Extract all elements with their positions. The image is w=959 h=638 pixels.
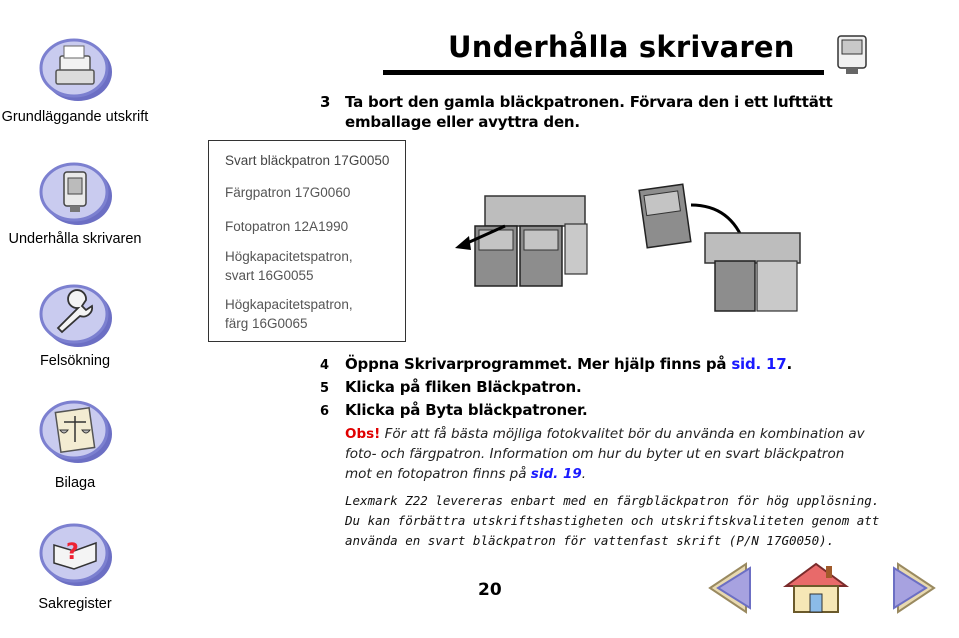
step-number: 6 [320, 404, 329, 419]
sidebar-item-maintain-printer[interactable] [0, 150, 150, 270]
page-link[interactable]: sid. 19 [530, 466, 582, 482]
sidebar-item-label: Felsökning [39, 353, 111, 369]
cartridge-hc-black-line1: Högkapacitetspatron, [225, 249, 353, 264]
step-6-text: Klicka på Byta bläckpatroner. [345, 401, 588, 419]
cartridge-list-box [208, 140, 406, 342]
footnote-line-2: Du kan förbättra utskriftshastigheten och utskriftskvaliteten genom att [345, 513, 880, 528]
step-5-text: Klicka på fliken Bläckpatron. [345, 378, 582, 396]
cartridge-color: Färgpatron 17G0060 [225, 185, 351, 200]
sidebar-item-basic-printing[interactable] [0, 30, 150, 150]
sidebar-item-label: Bilaga [54, 475, 96, 491]
sidebar [0, 0, 150, 638]
step-4-label: Öppna Skrivarprogrammet. Mer hjälp finns på [345, 355, 732, 373]
note-end: . [581, 466, 587, 482]
wrench-icon [36, 280, 114, 350]
page-link[interactable]: sid. 17 [731, 355, 787, 373]
insert-cartridge-illustration [635, 175, 805, 315]
title-rule [383, 70, 824, 75]
printer-icon [36, 34, 114, 104]
cartridge-hc-color-line1: Högkapacitetspatron, [225, 297, 353, 312]
next-page-icon[interactable] [880, 560, 938, 616]
note-line-3 [345, 464, 586, 484]
sidebar-item-label: Underhålla skrivaren [8, 231, 142, 247]
cartridge-black: Svart bläckpatron 17G0050 [225, 153, 390, 168]
footnote-line-1: Lexmark Z22 levereras enbart med en färgbläckpatron för hög upplösning. [345, 493, 880, 508]
ink-cartridge-icon [832, 30, 872, 78]
sidebar-item-appendix[interactable] [0, 388, 150, 498]
step-3-text-line2: emballage eller avyttra den. [345, 113, 580, 131]
step-number: 4 [320, 358, 329, 373]
help-book-icon [36, 519, 114, 589]
note-label: Obs! [345, 426, 381, 442]
footnote-line-3: använda en svart bläckpatron för vattenfast skrift (P/N 17G0050). [345, 533, 835, 548]
home-icon[interactable] [780, 560, 852, 616]
cartridge-hc-color-line2: färg 16G0065 [225, 316, 308, 331]
sidebar-item-label: Sakregister [38, 596, 112, 612]
sidebar-item-troubleshooting[interactable] [0, 278, 150, 378]
page-number: 20 [478, 580, 502, 600]
note-line-2: foto- och färgpatron. Information om hur du byter ut en svart bläckpatron [345, 446, 845, 462]
svg-text:?: ? [66, 540, 79, 565]
step-3-text-line1: Ta bort den gamla bläckpatronen. Förvara den i ett lufttätt [345, 93, 833, 111]
sidebar-item-index[interactable] [0, 515, 150, 625]
step-4-text [345, 354, 792, 374]
step-4-end: . [786, 355, 793, 373]
note-text: För att få bästa möjliga fotokvalitet bör du använda en kombination av [380, 426, 865, 442]
scales-icon [36, 396, 114, 466]
step-number: 3 [320, 93, 331, 111]
step-number: 5 [320, 381, 329, 396]
previous-page-icon[interactable] [706, 560, 764, 616]
remove-cartridge-illustration [445, 186, 595, 298]
cartridge-hc-black-line2: svart 16G0055 [225, 268, 314, 283]
note-text: mot en fotopatron finns på [345, 466, 531, 482]
page-title: Underhålla skrivaren [448, 30, 795, 64]
cartridge-photo: Fotopatron 12A1990 [225, 219, 349, 234]
ink-cartridge-icon [36, 158, 114, 228]
note-line-1 [345, 424, 865, 444]
sidebar-item-label: Grundläggande utskrift [1, 109, 149, 125]
